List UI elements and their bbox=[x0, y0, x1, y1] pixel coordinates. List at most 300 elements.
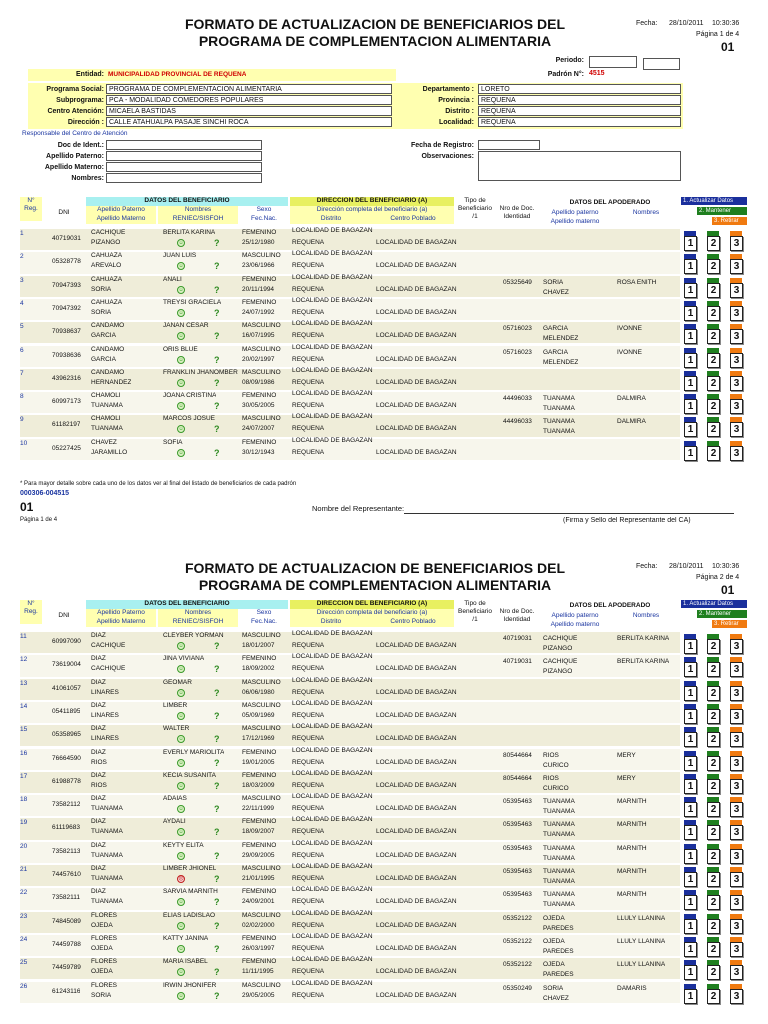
smiley-face-icon: ☺ bbox=[178, 689, 184, 696]
sexo-cell: MASCULINO bbox=[242, 981, 281, 989]
option-actualizar-button[interactable]: 1 bbox=[684, 446, 697, 461]
option-mantener-button[interactable]: 2 bbox=[707, 329, 720, 344]
centro-poblado-cell: LOCALIDAD DE BAGAZAN bbox=[376, 828, 457, 836]
option-mantener-button[interactable]: 2 bbox=[707, 825, 720, 840]
dni-cell: 60997173 bbox=[52, 398, 81, 406]
smiley-face-icon: ☺ bbox=[178, 759, 184, 766]
sexo-cell: FEMENINO bbox=[242, 771, 277, 779]
distrito-cell: REQUENA bbox=[292, 665, 325, 673]
apellido-paterno-cell: DIAZ bbox=[91, 748, 106, 756]
centro-poblado-cell: LOCALIDAD DE BAGAZAN bbox=[376, 944, 457, 952]
fecnac-cell: 23/06/1966 bbox=[242, 262, 275, 270]
reg-cell: 4 bbox=[20, 299, 24, 307]
option-mantener-button[interactable]: 2 bbox=[707, 802, 720, 817]
smiley-face-icon: ☺ bbox=[178, 263, 184, 270]
apellido-paterno-cell: CACHIQUE bbox=[91, 229, 126, 236]
smiley-face-icon: ☺ bbox=[178, 333, 184, 340]
distrito-header: Distrito bbox=[290, 618, 372, 627]
reg-cell: 19 bbox=[20, 819, 28, 827]
nombres-cell: TREYSI GRACIELA bbox=[163, 298, 222, 306]
option-actualizar-button[interactable]: 1 bbox=[684, 849, 697, 864]
option-retirar-button[interactable]: 3 bbox=[730, 446, 743, 461]
reniec-header: RENIEC/SISFOH bbox=[158, 215, 238, 224]
apoderado-nombres-cell: MERY bbox=[617, 751, 636, 759]
nombres-cell: CLEYBER YORMAN bbox=[163, 632, 224, 639]
nombres-cell: AYDALI bbox=[163, 818, 186, 826]
nombres-header: Nombres bbox=[158, 609, 238, 618]
dni-cell: 61182197 bbox=[52, 421, 81, 429]
centro-poblado-cell: LOCALIDAD DE BAGAZAN bbox=[376, 898, 457, 906]
smiley-face-icon: ☺ bbox=[178, 356, 184, 363]
direccion-cell: LOCALIDAD DE BAGAZAN bbox=[292, 746, 373, 754]
dni-cell: 74459789 bbox=[52, 964, 81, 972]
apoderado-nombres-cell: LLULY LLANINA bbox=[617, 961, 666, 969]
sexo-cell: MASCULINO bbox=[242, 632, 281, 639]
document-title-line1: FORMATO DE ACTUALIZACION DE BENEFICIARIOS DEL bbox=[184, 16, 566, 32]
question-mark-icon: ? bbox=[214, 284, 220, 295]
option-actualizar-button[interactable]: 1 bbox=[684, 259, 697, 274]
option-retirar-button[interactable]: 3 bbox=[730, 422, 743, 437]
sexo-cell: MASCULINO bbox=[242, 345, 281, 353]
centro-poblado-cell: LOCALIDAD DE BAGAZAN bbox=[376, 991, 457, 999]
footer-page-of: Página 1 de 4 bbox=[20, 517, 58, 523]
option-retirar-button[interactable]: 3 bbox=[730, 756, 743, 771]
option-mantener-button[interactable]: 2 bbox=[707, 259, 720, 274]
nombres-cell: ANALI bbox=[163, 275, 182, 283]
smiley-face-icon: ☺ bbox=[178, 403, 184, 410]
nro-doc-cell: 05395463 bbox=[503, 891, 532, 899]
representante-signature-line bbox=[404, 513, 734, 514]
option-actualizar-button[interactable]: 1 bbox=[684, 422, 697, 437]
question-mark-icon: ? bbox=[214, 238, 220, 248]
nro-doc-cell: 05395463 bbox=[503, 798, 532, 806]
distrito-label: Distrito : bbox=[445, 108, 474, 115]
page2-title-line2: PROGRAMA DE COMPLEMENTACION ALIMENTARIA bbox=[198, 577, 552, 593]
centro-atencion-label: Centro Atención: bbox=[47, 108, 104, 115]
distrito-cell: REQUENA bbox=[292, 448, 325, 456]
dni-cell: 05411895 bbox=[52, 707, 81, 715]
sexo-cell: MASCULINO bbox=[242, 322, 281, 330]
smiley-face-icon: ☺ bbox=[178, 309, 184, 316]
nombres-cell: KEYTY ELITA bbox=[163, 841, 204, 849]
footer-page-number: 01 bbox=[20, 500, 34, 514]
option-actualizar-button[interactable]: 1 bbox=[684, 965, 697, 980]
centro-poblado-cell: LOCALIDAD DE BAGAZAN bbox=[376, 402, 457, 410]
option-retirar-button[interactable]: 3 bbox=[730, 732, 743, 747]
option-mantener-button[interactable]: 2 bbox=[707, 965, 720, 980]
nombres-cell: BERLITA KARINA bbox=[163, 229, 216, 236]
reg-cell: 14 bbox=[20, 702, 28, 710]
apoderado-nombres-cell: LLULY LLANINA bbox=[617, 914, 666, 922]
question-mark-icon: ? bbox=[214, 331, 220, 342]
apoderado-materno-header: Apellido materno bbox=[550, 621, 600, 628]
distrito-cell: REQUENA bbox=[292, 968, 325, 976]
fecnac-cell: 11/11/1995 bbox=[242, 968, 274, 976]
nombres-cell: LIMBER bbox=[163, 701, 188, 709]
direccion-beneficiario-header: DIRECCION DEL BENEFICIARIO (A) bbox=[290, 197, 454, 206]
periodo-field-1[interactable] bbox=[589, 56, 637, 68]
nombres-cell: SARVIA MARNITH bbox=[163, 888, 218, 896]
option-mantener-button[interactable]: 2 bbox=[707, 919, 720, 934]
fecnac-cell: 24/07/2007 bbox=[242, 425, 275, 433]
apoderado-nombres-cell: LLULY LLANINA bbox=[617, 937, 666, 945]
option-actualizar-button[interactable]: 1 bbox=[684, 236, 697, 251]
apellido-materno-cell: SORIA bbox=[91, 285, 112, 293]
apellido-materno-cell: TUANAMA bbox=[91, 425, 123, 433]
dni-cell: 05358965 bbox=[52, 731, 81, 739]
apellido-materno-field[interactable] bbox=[106, 162, 262, 172]
option-mantener-button[interactable]: 2 bbox=[707, 236, 720, 251]
smiley-face-icon: ☺ bbox=[178, 945, 184, 952]
option-actualizar-button[interactable]: 1 bbox=[684, 283, 697, 298]
option-retirar-button[interactable]: 3 bbox=[730, 329, 743, 344]
nro-doc-cell: 05716023 bbox=[503, 348, 532, 356]
dni-cell: 70947393 bbox=[52, 281, 81, 289]
option-retirar-button[interactable]: 3 bbox=[730, 709, 743, 724]
option-mantener-button[interactable]: 2 bbox=[707, 895, 720, 910]
centro-poblado-cell: LOCALIDAD DE BAGAZAN bbox=[376, 308, 457, 316]
apoderado-paterno-cell: TUANAMA bbox=[543, 418, 575, 426]
apoderado-materno-cell: TUANAMA bbox=[543, 878, 575, 885]
legend-retirar: 3. Retirar bbox=[712, 217, 747, 225]
centro-poblado-cell: LOCALIDAD DE BAGAZAN bbox=[376, 921, 457, 929]
option-mantener-button[interactable]: 2 bbox=[707, 376, 720, 391]
dni-cell: 73619004 bbox=[52, 661, 81, 669]
apellido-paterno-cell: FLORES bbox=[91, 981, 118, 989]
apoderado-nombres-cell: MARNITH bbox=[617, 821, 647, 829]
reg-cell: 15 bbox=[20, 726, 28, 734]
apoderado-nombres-cell: DALMIRA bbox=[617, 418, 646, 426]
nreg-header: N° Reg. bbox=[20, 197, 42, 221]
option-retirar-button[interactable]: 3 bbox=[730, 989, 743, 1004]
dni-header: DNI bbox=[58, 209, 70, 216]
doc-ident-field[interactable] bbox=[106, 140, 262, 150]
option-actualizar-button[interactable]: 1 bbox=[684, 895, 697, 910]
option-retirar-button[interactable]: 3 bbox=[730, 849, 743, 864]
nreg-header: N° Reg. bbox=[20, 600, 42, 624]
apoderado-materno-cell: PAREDES bbox=[543, 947, 574, 955]
direccion-cell: LOCALIDAD DE BAGAZAN bbox=[292, 699, 373, 707]
option-mantener-button[interactable]: 2 bbox=[707, 353, 720, 368]
apoderado-materno-cell: TUANAMA bbox=[543, 405, 575, 413]
apellido-paterno-field[interactable] bbox=[106, 151, 262, 161]
centro-poblado-cell: LOCALIDAD DE BAGAZAN bbox=[376, 665, 457, 673]
direccion-cell: LOCALIDAD DE BAGAZAN bbox=[292, 723, 373, 731]
distrito-cell: REQUENA bbox=[292, 711, 325, 719]
smiley-face-icon: ☺ bbox=[178, 426, 184, 433]
distrito-cell: REQUENA bbox=[292, 425, 325, 433]
option-mantener-button[interactable]: 2 bbox=[707, 283, 720, 298]
sexo-cell: FEMENINO bbox=[242, 275, 277, 283]
departamento-field[interactable]: LORETO bbox=[478, 84, 681, 94]
option-actualizar-button[interactable]: 1 bbox=[684, 662, 697, 677]
nro-doc-cell: 05325649 bbox=[503, 278, 532, 286]
fecnac-cell: 18/01/2007 bbox=[242, 642, 275, 649]
apoderado-materno-cell: TUANAMA bbox=[543, 854, 575, 862]
footer-code: 000306-004515 bbox=[20, 490, 70, 497]
nombres-cell: EVERLY MARIOLITA bbox=[163, 748, 225, 756]
distrito-cell: REQUENA bbox=[292, 781, 325, 789]
option-retirar-button[interactable]: 3 bbox=[730, 639, 743, 654]
fecnac-cell: 02/02/2000 bbox=[242, 921, 275, 929]
centro-poblado-cell: LOCALIDAD DE BAGAZAN bbox=[376, 425, 457, 433]
direccion-cell: LOCALIDAD DE BAGAZAN bbox=[292, 366, 373, 374]
apellido-materno-cell: TUANAMA bbox=[91, 875, 123, 882]
option-actualizar-button[interactable]: 1 bbox=[684, 919, 697, 934]
option-retirar-button[interactable]: 3 bbox=[730, 965, 743, 980]
programa-field[interactable]: PROGRAMA DE COMPLEMENTACION ALIMENTARIA bbox=[106, 84, 392, 94]
smiley-face-icon: ☺ bbox=[178, 643, 184, 649]
option-retirar-button[interactable]: 3 bbox=[730, 283, 743, 298]
option-actualizar-button[interactable]: 1 bbox=[684, 942, 697, 957]
provincia-field[interactable]: REQUENA bbox=[478, 95, 681, 105]
direccion-cell: LOCALIDAD DE BAGAZAN bbox=[292, 956, 373, 964]
option-retirar-button[interactable]: 3 bbox=[730, 353, 743, 368]
fecnac-cell: 08/09/1986 bbox=[242, 378, 275, 386]
option-mantener-button[interactable]: 2 bbox=[707, 686, 720, 701]
nro-doc-cell: 80544664 bbox=[503, 751, 532, 759]
direccion-cell: LOCALIDAD DE BAGAZAN bbox=[292, 436, 373, 444]
apoderado-paterno-cell: GARCIA bbox=[543, 325, 568, 333]
centro-atencion-field[interactable]: MICAELA BASTIDAS bbox=[106, 106, 392, 116]
option-mantener-button[interactable]: 2 bbox=[707, 942, 720, 957]
option-mantener-button[interactable]: 2 bbox=[707, 756, 720, 771]
option-actualizar-button[interactable]: 1 bbox=[684, 686, 697, 701]
reg-cell: 2 bbox=[20, 253, 24, 261]
smiley-face-icon: ☺ bbox=[178, 829, 184, 836]
document-title-line2: PROGRAMA DE COMPLEMENTACION ALIMENTARIA bbox=[198, 33, 552, 49]
option-retirar-button[interactable]: 3 bbox=[730, 919, 743, 934]
smiley-face-icon: ☺ bbox=[178, 969, 184, 976]
option-mantener-button[interactable]: 2 bbox=[707, 446, 720, 461]
direccion-cell: LOCALIDAD DE BAGAZAN bbox=[292, 250, 373, 258]
option-mantener-button[interactable]: 2 bbox=[707, 709, 720, 724]
option-actualizar-button[interactable]: 1 bbox=[684, 353, 697, 368]
apoderado-paterno-cell: TUANAMA bbox=[543, 821, 575, 829]
apoderado-materno-cell: MELENDEZ bbox=[543, 335, 579, 343]
apoderado-materno-cell: PIZANGO bbox=[543, 668, 573, 676]
sexo-cell: MASCULINO bbox=[242, 725, 281, 733]
option-mantener-button[interactable]: 2 bbox=[707, 779, 720, 794]
sexo-cell: FEMENINO bbox=[242, 438, 277, 446]
nombres-field[interactable] bbox=[106, 173, 262, 183]
option-mantener-button[interactable]: 2 bbox=[707, 639, 720, 654]
reg-cell: 17 bbox=[20, 772, 28, 780]
firma-label: (Firma y Sello del Representante del CA) bbox=[563, 517, 691, 524]
nombres-cell: JUAN LUIS bbox=[163, 252, 197, 260]
distrito-field[interactable]: REQUENA bbox=[478, 106, 681, 116]
apellido-materno-cell: RIOS bbox=[91, 781, 107, 789]
option-mantener-button[interactable]: 2 bbox=[707, 399, 720, 414]
apoderado-nombres-cell: BERLITA KARINA bbox=[617, 635, 670, 642]
direccion-field[interactable]: CALLE ATAHUALPA PASAJE SINCHI ROCA bbox=[106, 117, 392, 127]
hora-value: 10:30:36 bbox=[712, 20, 740, 27]
direccion-cell: LOCALIDAD DE BAGAZAN bbox=[292, 676, 373, 684]
distrito-cell: REQUENA bbox=[292, 239, 325, 246]
option-retirar-button[interactable]: 3 bbox=[730, 236, 743, 251]
question-mark-icon: ? bbox=[214, 641, 220, 651]
apoderado-nombres-header: Nombres bbox=[632, 209, 660, 216]
apellido-materno-cell: GARCIA bbox=[91, 332, 116, 340]
apellido-paterno-cell: FLORES bbox=[91, 958, 118, 966]
option-actualizar-button[interactable]: 1 bbox=[684, 399, 697, 414]
distrito-cell: REQUENA bbox=[292, 851, 325, 859]
direccion-cell: LOCALIDAD DE BAGAZAN bbox=[292, 839, 373, 847]
direccion-cell: LOCALIDAD DE BAGAZAN bbox=[292, 413, 373, 421]
question-mark-icon: ? bbox=[214, 377, 220, 388]
nro-doc-header: Nro de Doc. Identidad bbox=[499, 205, 535, 220]
smiley-face-icon: ☺ bbox=[178, 899, 184, 906]
smiley-face-icon: ☺ bbox=[178, 666, 184, 673]
option-retirar-button[interactable]: 3 bbox=[730, 686, 743, 701]
reg-cell: 11 bbox=[20, 633, 27, 640]
direccion-cell: LOCALIDAD DE BAGAZAN bbox=[292, 273, 373, 281]
centro-poblado-cell: LOCALIDAD DE BAGAZAN bbox=[376, 805, 457, 813]
page2-title-line1: FORMATO DE ACTUALIZACION DE BENEFICIARIOS DEL bbox=[184, 560, 566, 576]
option-actualizar-button[interactable]: 1 bbox=[684, 306, 697, 321]
nro-doc-cell: 40719031 bbox=[503, 635, 532, 642]
distrito-cell: REQUENA bbox=[292, 378, 325, 386]
option-mantener-button[interactable]: 2 bbox=[707, 989, 720, 1004]
question-mark-icon: ? bbox=[214, 943, 220, 954]
option-retirar-button[interactable]: 3 bbox=[730, 376, 743, 391]
reg-cell: 23 bbox=[20, 912, 28, 920]
apellido-paterno-cell: CANDAMO bbox=[91, 368, 125, 376]
fecnac-cell: 24/09/2001 bbox=[242, 898, 275, 906]
apoderado-materno-cell: PAREDES bbox=[543, 924, 574, 932]
option-actualizar-button[interactable]: 1 bbox=[684, 802, 697, 817]
option-retirar-button[interactable]: 3 bbox=[730, 662, 743, 677]
direccion-cell: LOCALIDAD DE BAGAZAN bbox=[292, 909, 373, 917]
nro-doc-cell: 05395463 bbox=[503, 821, 532, 829]
apellido-materno-cell: PIZANGO bbox=[91, 239, 121, 246]
option-actualizar-button[interactable]: 1 bbox=[684, 329, 697, 344]
direccion-label: Dirección : bbox=[67, 119, 104, 126]
centro-poblado-cell: LOCALIDAD DE BAGAZAN bbox=[376, 332, 457, 340]
smiley-face-icon: ☺ bbox=[178, 782, 184, 789]
localidad-label: Localidad: bbox=[438, 119, 474, 126]
question-mark-icon: ? bbox=[214, 850, 220, 861]
option-mantener-button[interactable]: 2 bbox=[707, 306, 720, 321]
footer-note: * Para mayor detalle sobre cada uno de los datos ver al final del listado de beneficiarios de cada padrón bbox=[20, 481, 297, 487]
apellido-paterno-cell: DIAZ bbox=[91, 841, 106, 849]
option-mantener-button[interactable]: 2 bbox=[707, 732, 720, 747]
option-mantener-button[interactable]: 2 bbox=[707, 662, 720, 677]
direccion-cell: LOCALIDAD DE BAGAZAN bbox=[292, 932, 373, 940]
option-mantener-button[interactable]: 2 bbox=[707, 422, 720, 437]
apoderado-materno-cell: TUANAMA bbox=[543, 901, 575, 909]
option-retirar-button[interactable]: 3 bbox=[730, 825, 743, 840]
reg-cell: 6 bbox=[20, 346, 24, 354]
option-actualizar-button[interactable]: 1 bbox=[684, 872, 697, 887]
fecnac-cell: 18/09/2007 bbox=[242, 828, 275, 836]
option-actualizar-button[interactable]: 1 bbox=[684, 989, 697, 1004]
sexo-cell: FEMENINO bbox=[242, 888, 277, 896]
apoderado-materno-cell: PIZANGO bbox=[543, 645, 573, 652]
dni-cell: 05328778 bbox=[52, 258, 81, 266]
option-actualizar-button[interactable]: 1 bbox=[684, 756, 697, 771]
subprograma-field[interactable]: PCA - MODALIDAD COMEDORES POPULARES bbox=[106, 95, 392, 105]
reg-cell: 10 bbox=[20, 439, 28, 447]
option-mantener-button[interactable]: 2 bbox=[707, 872, 720, 887]
dni-cell: 70947392 bbox=[52, 304, 81, 312]
option-retirar-button[interactable]: 3 bbox=[730, 306, 743, 321]
question-mark-icon: ? bbox=[214, 757, 220, 768]
option-retirar-button[interactable]: 3 bbox=[730, 399, 743, 414]
option-retirar-button[interactable]: 3 bbox=[730, 259, 743, 274]
option-actualizar-button[interactable]: 1 bbox=[684, 639, 697, 654]
apoderado-materno-cell: CURICO bbox=[543, 761, 569, 769]
nro-doc-cell: 05350249 bbox=[503, 984, 532, 992]
option-actualizar-button[interactable]: 1 bbox=[684, 825, 697, 840]
centro-poblado-cell: LOCALIDAD DE BAGAZAN bbox=[376, 758, 457, 766]
sexo-cell: MASCULINO bbox=[242, 368, 281, 376]
apoderado-materno-cell: TUANAMA bbox=[543, 831, 575, 839]
smiley-face-icon: ☺ bbox=[178, 286, 184, 293]
apellido-paterno-cell: CAHUAZA bbox=[91, 275, 123, 283]
question-mark-icon: ? bbox=[214, 447, 220, 458]
observaciones-field[interactable] bbox=[478, 151, 681, 181]
option-mantener-button[interactable]: 2 bbox=[707, 849, 720, 864]
centro-poblado-cell: LOCALIDAD DE BAGAZAN bbox=[376, 781, 457, 789]
centro-poblado-cell: LOCALIDAD DE BAGAZAN bbox=[376, 735, 457, 743]
option-actualizar-button[interactable]: 1 bbox=[684, 732, 697, 747]
option-retirar-button[interactable]: 3 bbox=[730, 779, 743, 794]
distrito-cell: REQUENA bbox=[292, 828, 325, 836]
fecnac-cell: 30/05/2005 bbox=[242, 402, 275, 410]
fecha-registro-label: Fecha de Registro: bbox=[410, 142, 474, 149]
apellido-materno-cell: LINARES bbox=[91, 688, 119, 696]
sexo-cell: FEMENINO bbox=[242, 934, 277, 942]
option-retirar-button[interactable]: 3 bbox=[730, 942, 743, 957]
distrito-cell: REQUENA bbox=[292, 875, 325, 882]
option-retirar-button[interactable]: 3 bbox=[730, 895, 743, 910]
apoderado-paterno-cell: CACHIQUE bbox=[543, 658, 578, 666]
apoderado-materno-cell: MELENDEZ bbox=[543, 358, 579, 366]
smiley-face-icon: ☺ bbox=[178, 449, 184, 456]
option-actualizar-button[interactable]: 1 bbox=[684, 376, 697, 391]
distrito-cell: REQUENA bbox=[292, 944, 325, 952]
fecnac-cell: 21/01/1995 bbox=[242, 875, 275, 882]
fecnac-cell: 20/11/1994 bbox=[242, 285, 275, 293]
centro-poblado-cell: LOCALIDAD DE BAGAZAN bbox=[376, 642, 457, 649]
option-retirar-button[interactable]: 3 bbox=[730, 802, 743, 817]
option-actualizar-button[interactable]: 1 bbox=[684, 779, 697, 794]
periodo-field-2[interactable] bbox=[643, 58, 680, 70]
nombres-cell: ORIS BLUE bbox=[163, 345, 198, 353]
option-actualizar-button[interactable]: 1 bbox=[684, 709, 697, 724]
option-retirar-button[interactable]: 3 bbox=[730, 872, 743, 887]
smiley-face-icon: ☺ bbox=[178, 992, 184, 999]
smiley-face-icon: ☺ bbox=[178, 806, 184, 813]
localidad-field[interactable]: REQUENA bbox=[478, 117, 681, 127]
sexo-header: Sexo bbox=[256, 206, 272, 213]
reg-cell: 21 bbox=[20, 866, 28, 873]
centro-poblado-cell: LOCALIDAD DE BAGAZAN bbox=[376, 285, 457, 293]
legend-actualizar: 1. Actualizar Datos bbox=[681, 600, 747, 608]
nombres-cell: ELIAS LADISLAO bbox=[163, 911, 216, 919]
padron-value: 4515 bbox=[589, 70, 605, 77]
padron-label: Padrón N°: bbox=[547, 71, 584, 78]
legend-retirar: 3. Retirar bbox=[712, 620, 747, 628]
representante-label: Nombre del Representante: bbox=[312, 505, 405, 513]
sexo-cell: FEMENINO bbox=[242, 818, 277, 826]
fecnac-cell: 05/09/1969 bbox=[242, 711, 275, 719]
apoderado-paterno-cell: TUANAMA bbox=[543, 844, 575, 852]
apoderado-paterno-cell: TUANAMA bbox=[543, 798, 575, 806]
fecha-registro-field[interactable] bbox=[478, 140, 540, 150]
apellido-paterno-cell: CANDAMO bbox=[91, 345, 125, 353]
